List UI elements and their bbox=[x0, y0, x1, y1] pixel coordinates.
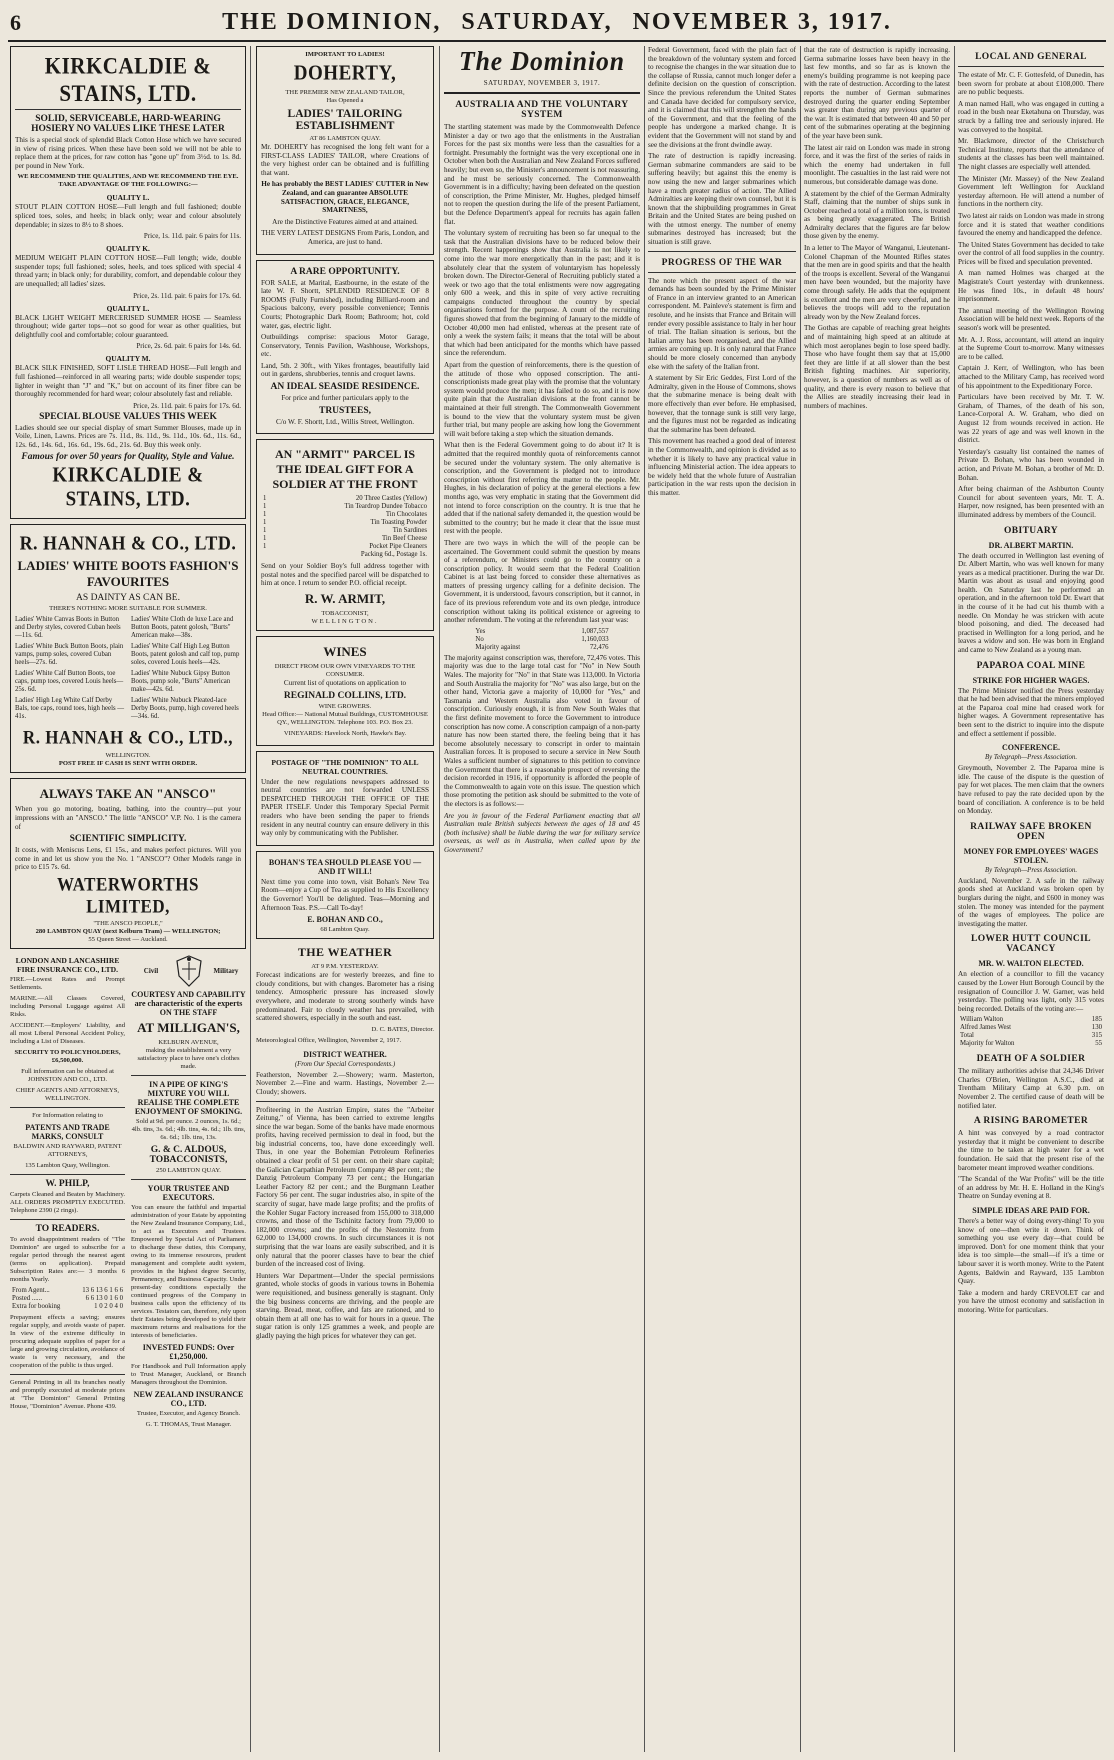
ansco-text2: It costs, with Meniscus Lens, £1 15s., and makes perfect pictures. Will you come in and let us show you the No. 1 "ANSCO"? Other Models range in price to £15 7s. 6d. bbox=[15, 846, 241, 872]
quality-text: BLACK SILK FINISHED, SOFT LISLE THREAD HOSE—Full length and full fashioned—reinforced in all wearing parts; wide double suspender tops; lighter in weight than "J" and "K," but on account of its finer fibre can be thoroughly recommended for hard wear; colour absolutely fast and reliable. bbox=[15, 364, 241, 399]
editorial-paragraph: There are two ways in which the will of the people can be ascertained. The Government could submit the question by means of a referendum, or Ministers could go to the country on a conscription policy. It would seem that the Federal Coalition Cabinet is at last being forced to consider these alternatives as matters of pressing urgency calling for a definite decision. The Government, it is understood, favours conscription, but it cannot, in face of its previous referendum vote and its own pledge, introduce conscription without taking its political existence or agreeing to another referendum. The voting at the referendum last year was: bbox=[444, 538, 640, 625]
kings-mixture-ad: IN A PIPE OF KING'S MIXTURE YOU WILL REALISE THE COMPLETE ENJOYMENT OF SMOKING. bbox=[134, 1080, 243, 1117]
hannah-city: WELLINGTON. bbox=[105, 752, 151, 760]
weather-head: THE WEATHER bbox=[297, 945, 393, 960]
boot-item: Ladies' White Cloth de luxe Lace and Button Boots, patent golosh, "Burts" American make—38s. bbox=[131, 616, 234, 640]
profiteering-text2: Hunters War Department—Under the special permissions granted, whole stocks of goods in various towns in Bohemia were requisitioned, and business generally is stagnant. Only the big business concerns are thriving, and the people are starving. Bread, meat, coffee, and fats are rationed, and to obtain them at all one has to wait for hours in a queue. The sugar ration is only 125 grammes a week, and people are gladly paying the high prices for whatever they can get. bbox=[256, 1271, 434, 1340]
hannah-name: R. HANNAH & CO., LTD. bbox=[19, 532, 237, 555]
election-row: Alfred James West 130 bbox=[960, 1024, 1102, 1032]
article-paragraph: Federal Government, faced with the plain fact of the breakdown of the voluntary system and forced to recognise the changes in the war situation due to the collapse of Russia, cannot much longer defer a definite decision on the question of conscription. Since the previous referendum the United States and Canada have decided for compulsory service, and it is claimed that this will strengthen the hands of the Government, and that the feeling of the people has undergone a marked change. It is evident that the Government will not stand by and see the divisions at the front dwindle away. bbox=[648, 46, 796, 149]
column-editorial bbox=[444, 46, 640, 1752]
patents-head: PATENTS AND TRADE MARKS, CONSULT bbox=[25, 1123, 110, 1142]
waterworths-tagline: "THE ANSCO PEOPLE," bbox=[93, 920, 163, 928]
armit-trade: TOBACCONIST, bbox=[321, 610, 369, 618]
rare-opportunity-ideal: AN IDEAL SEASIDE RESIDENCE. bbox=[270, 382, 420, 393]
milligans-address: KELBURN AVENUE, bbox=[158, 1039, 219, 1047]
quality-text: BLACK LIGHT WEIGHT MERCERISED SUMMER HOSE — Seamless throughout; wide garter tops—not so good for wear as other qualities, but delightfully cool and comfortable; colour guaranteed. bbox=[15, 313, 241, 339]
waterworths-address2: 55 Queen Street — Auckland. bbox=[88, 936, 168, 944]
quality-price: Price, 2s. 11d. pair. 6 pairs for 17s. 6d. bbox=[133, 291, 241, 300]
parcel-contents bbox=[261, 495, 429, 559]
hannah-headline: LADIES' WHITE BOOTS FASHION'S FAVOURITES bbox=[17, 558, 239, 590]
paparoa-head: PAPAROA COAL MINE bbox=[976, 660, 1086, 671]
insurance-line: FIRE.—Lowest Rates and Prompt Settlements. bbox=[10, 976, 125, 992]
editorial-nameplate: The Dominion bbox=[458, 46, 626, 76]
column-war-news bbox=[648, 46, 796, 1752]
wines-firm: REGINALD COLLINS, LTD. bbox=[283, 690, 407, 701]
weather-office: Meteorological Office, Wellington, November 2, 1917. bbox=[256, 1036, 402, 1044]
weather-section bbox=[256, 945, 434, 1340]
readers-head: TO READERS. bbox=[35, 1224, 100, 1235]
nz-insurance-sub: Trustee, Executor, and Agency Branch. bbox=[136, 1410, 241, 1418]
column-rule bbox=[800, 46, 801, 1752]
column-local-news bbox=[958, 46, 1104, 1752]
hannah-footer-name: R. HANNAH & CO., LTD., bbox=[22, 727, 234, 749]
article-paragraph: This movement has reached a good deal of interest in the Commonwealth, and opinion is divided as to whether it is likely to have any practical value in influencing Ministerial action. The idea appears to be widely held that the whole future of Australian participation in the war rests upon the decision in this matter. bbox=[648, 437, 796, 497]
rate-row: From Agent... 13 6 13 6 1 6 6 bbox=[12, 1287, 123, 1295]
lower-hutt-sub: MR. W. WALTON ELECTED. bbox=[978, 959, 1084, 969]
kirkcaldie-name-footer: KIRKCALDIE & STAINS, LTD. bbox=[52, 464, 204, 512]
milligans-name: AT MILLIGAN'S, bbox=[137, 1020, 240, 1036]
railway-text: Auckland, November 2. A safe in the railway goods shed at Auckland was broken open by burglars during the night, and £600 in money was stolen. The money was intended for the payment of the wages of employees. The police are investigating the matter. bbox=[958, 876, 1104, 928]
editorial-paragraph: What then is the Federal Government going to do about it? It is admitted that the required monthly quota of reinforcements cannot be secured under the voluntary system. The only alternative is conscription, and the Government is pledged not to introduce conscription without first referring the matter to the people. Mr. Hughes, in his declaration of policy at the general elections a few months ago, was very emphatic in stating that the Government did not intend to force conscription on the country. It is true that he added that if the national safety demanded it, the question would be submitted to the country; but he made it clear that the issue must rest with the people. bbox=[444, 441, 640, 536]
local-item: The annual meeting of the Wellington Rowing Association will be held next week. Reports of the season's work will be presented. bbox=[958, 306, 1104, 333]
conference-text: Greymouth, November 2. The Paparoa mine is idle. The cause of the dispute is the question of pay for wet places. The men claim that the owners have refused to pay the rate decided upon by the board of conciliation. A conference is to be held on Monday. bbox=[958, 764, 1104, 816]
scandal-text: "The Scandal of the War Profits" will be the title of an address by Mr. H. E. Holland in the King's Theatre on Sunday evening at 8. bbox=[958, 1175, 1104, 1201]
lower-hutt-text: An election of a councillor to fill the vacancy caused by the Lower Hutt Borough Council by the resignation of Councillor J. W. Garner, was held yesterday. The polling was light, only 315 votes being recorded. Details of the voting are:— bbox=[958, 970, 1104, 1013]
masthead-title bbox=[8, 9, 1106, 36]
progress-of-war-head: PROGRESS OF THE WAR bbox=[661, 257, 783, 268]
local-item: Mr. A. J. Ross, accountant, will attend an inquiry at the Supreme Court to-morrow. Many witnesses are to be called. bbox=[958, 335, 1104, 361]
boot-item: Ladies' White Calf High Leg Button Boots, patent golosh and calf top, pump soles, covered Louis heels—42s. bbox=[131, 643, 240, 667]
waterworths-name: WATERWORTHS LIMITED, bbox=[57, 874, 199, 917]
boot-item: Ladies' White Buck Button Boots, plain vamps, pump soles, covered Cuban heels—27s. 6d. bbox=[15, 643, 124, 667]
blouse-head: SPECIAL BLOUSE VALUES THIS WEEK bbox=[39, 411, 217, 422]
bohans-text: Next time you come into town, visit Bohan's New Tea Room—enjoy a Cup of Tea as supplied to His Excellency the Governor! You'll be delighted. Teas—Morning and Afternoon Teas. P.S.—Call To-day! bbox=[261, 877, 429, 912]
bohans-ad bbox=[256, 851, 434, 939]
doherty-name: DOHERTY, bbox=[293, 61, 397, 85]
quality-text: MEDIUM WEIGHT PLAIN COTTON HOSE—Full length; wide, double suspender tops; full fashioned; soles, heels, and toes spliced with special 4 thread yarn; in black only; for durability, comfort, and dependable colour they are unequalled; all ladies' sizes. bbox=[15, 254, 241, 288]
crest-row bbox=[131, 954, 246, 988]
wines-head: WINES bbox=[323, 644, 367, 660]
doherty-tagline: THE PREMIER NEW ZEALAND TAILOR, bbox=[285, 89, 405, 96]
article-paragraph: The latest air raid on London was made in strong force, and it was the first of the series of raids in which the enemy had undertaken in full moonlight. The casualties in the last raid were not numerous, but considerable damage was done. bbox=[804, 143, 950, 186]
milligans-text: making the establishment a very satisfactory place to have one's clothes made. bbox=[137, 1047, 240, 1071]
quality-block bbox=[15, 304, 241, 351]
rare-opportunity-ad bbox=[256, 260, 434, 435]
soldier-head: DEATH OF A SOLDIER bbox=[976, 1054, 1086, 1065]
local-item: After being chairman of the Ashburton County Council for about seventeen years, Mr. T. A. Harper, now resigned, has been presented with an illuminated address by members of the Council. bbox=[958, 485, 1104, 519]
quality-block bbox=[15, 244, 241, 299]
paparoa-text: The Prime Minister notified the Press yesterday that he had been advised that the miners employed at the Paparoa coal mine had ceased work for higher wages. A Government representative has been sent to the district to inquire into the dispute and effect a settlement if possible. bbox=[958, 686, 1104, 738]
philp-name: W. PHILP, bbox=[45, 1179, 90, 1190]
election-results bbox=[958, 1016, 1104, 1048]
hannah-tagline: AS DAINTY AS CAN BE. bbox=[76, 593, 180, 604]
quality-title: QUALITY K. bbox=[106, 244, 150, 254]
wines-sub: DIRECT FROM OUR OWN VINEYARDS TO THE CONSUMER. bbox=[274, 663, 416, 679]
doherty-address: AT 86 LAMBTON QUAY. bbox=[309, 135, 381, 142]
vote-row: Majority against 72,476 bbox=[475, 643, 609, 651]
election-row: Majority for Walton 55 bbox=[960, 1040, 1102, 1048]
kirkcaldie-intro: This is a special stock of splendid Black Cotton Hose which we have secured in view of rising prices. When these have been sold we will not be able to replace them at the prices, for raw cotton has "gone up" from 3½d. to 1s. 8d. per pound in New York. bbox=[15, 136, 241, 170]
armit-ad bbox=[256, 439, 434, 631]
parcel-item: 1 Tin Beef Cheese bbox=[263, 535, 427, 543]
boot-item: Ladies' White Nubuck Gipsy Button Boots, pump sole, "Burts" American make—42s. 6d. bbox=[131, 670, 231, 694]
parcel-item: 1 Tin Teardrop Dundee Tobacco bbox=[263, 503, 427, 511]
doherty-text2: He has probably the BEST LADIES' CUTTER in New Zealand, and can guarantee ABSOLUTE SATISFACTION, GRACE, ELEGANCE, SMARTNESS, bbox=[261, 180, 429, 215]
election-row: William Walton 185 bbox=[960, 1016, 1102, 1024]
article-paragraph: A statement by Sir Eric Geddes, First Lord of the Admiralty, given in the House of Commons, shows that the submarine menace is being dealt with more effectively than ever before. He emphasised, however, that the tonnage sunk is still very large, and the figures must not be regarded as indicating that the submarine has been defeated. bbox=[648, 374, 796, 434]
soldier-text: The military authorities advise that 24,346 Driver Charles O'Brien, Wellington A.S.C., died at Trentham Military Camp at 6.30 p.m. on November 2. The certified cause of death will be notified later. bbox=[958, 1067, 1104, 1110]
local-item: Particulars have been received by Mr. T. W. Graham, of Thames, of the death of his son, Lance-Corporal A. W. Graham, who died on August 12 from wounds received in action. He was 22 years of age and was well known in the district. bbox=[958, 393, 1104, 445]
editorial-dateline: SATURDAY, NOVEMBER 3, 1917. bbox=[483, 79, 601, 87]
lower-hutt-head: LOWER HUTT COUNCIL VACANCY bbox=[971, 934, 1091, 955]
obituary-head: OBITUARY bbox=[1003, 525, 1059, 536]
rare-opportunity-trustees: TRUSTEES, bbox=[318, 405, 371, 416]
local-item: Captain J. Kerr, of Wellington, who has been attached to the Military Camp, has received word of his appointment to the Expeditionary Force. bbox=[958, 364, 1104, 390]
obituary-text: The death occurred in Wellington last evening of Dr. Albert Martin, who was well known for many years as a medical practitioner. During the war Dr. Martin was about as usual and enjoying good health. On Saturday last he performed an operation, and in the afternoon told Dr. Ewart that in the course of it he had cut his thumb with a needle. On Monday he was stricken with acute blood poisoning, and died. The deceased had practised in Wellington for a long period, and he leaves a widow and son. He was born in England and came to New Zealand as a young man. bbox=[958, 551, 1104, 655]
doherty-text3: Are the Distinctive Features aimed at and attained. bbox=[272, 217, 418, 226]
editorial-paragraph: Apart from the question of reinforcements, there is the question of the attitude of those who opposed conscription. The anti-conscriptionists made great play with the promise that the voluntary system would produce the men; it has failed to do so, and it is now quite plain that the Australian divisions at the front cannot be maintained at their full strength. The Commonwealth Government is bound to the view that the voluntary system must be given further trial, but many people are asking how long the Government will wait before taking a step which the situation demands. bbox=[444, 361, 640, 438]
local-item: A man named Hall, who was engaged in cutting a road in the bush near Eketahuna on Thursday, was struck by a falling tree and seriously injured. He was conveyed to the hospital. bbox=[958, 99, 1104, 134]
column-rule bbox=[250, 46, 251, 1752]
kirkcaldie-recommend: WE RECOMMEND THE QUALITIES, AND WE RECOMMEND THE EYE. TAKE ADVANTAGE OF THE FOLLOWING:— bbox=[17, 173, 239, 189]
hannah-tagline2: THERE'S NOTHING MORE SUITABLE FOR SUMMER. bbox=[49, 605, 207, 613]
crevolet-text: Take a modern and hardy CREVOLET car and you have the utmost economy and satisfaction in motoring. Write for particulars. bbox=[958, 1288, 1104, 1314]
referendum-vote-table bbox=[473, 628, 610, 652]
ansco-headline: ALWAYS TAKE AN "ANSCO" bbox=[39, 786, 217, 802]
editorial-paragraph: The voluntary system of recruiting has been so far unequal to the task that the Australian divisions have to be reduced below their strength. Recent happenings show that Australia is not likely to come into the war more energetically than in the past; and it is absolutely clear that the system of voluntaryism has hopelessly broken down. The Director-General of Recruiting publicly stated a week or two ago that the total enlistments were now aggregating only 600 a week, and this in spite of very active recruiting campaigns conducted throughout the country by special organisations formed for the purpose. A count of the recruiting figures showed that from the beginning of January to the middle of October 40,000 men had enlisted, whereas at the present rate of only a week the system fails; it means that the total will be about that which had been anticipated for the months which have passed since the referendum. bbox=[444, 229, 640, 358]
boot-item: Ladies' White Nubuck Pleated-lace Derby Boots, pump, high covered heels—34s. 6d. bbox=[131, 697, 239, 721]
wines-text: Current list of quotations on application to bbox=[283, 679, 407, 688]
insurance-agents: CHIEF AGENTS AND ATTORNEYS, WELLINGTON. bbox=[15, 1087, 120, 1103]
patents-lead: For Information relating to bbox=[32, 1112, 103, 1120]
vote-row: No 1,160,033 bbox=[475, 635, 609, 643]
boot-item: Ladies' White Canvas Boots in Button and Derby styles, covered Cuban heels—11s. 6d. bbox=[15, 616, 121, 640]
insurance-security: SECURITY TO POLICYHOLDERS, £6,500,000. bbox=[14, 1049, 121, 1065]
patents-address: 135 Lambton Quay, Wellington. bbox=[25, 1162, 110, 1170]
postage-notice bbox=[256, 751, 434, 846]
column-ads-left bbox=[10, 46, 246, 1752]
crest-left-label: Civil bbox=[143, 967, 159, 976]
nz-insurance-manager: G. T. THOMAS, Trust Manager. bbox=[145, 1421, 232, 1429]
page-number: 6 bbox=[10, 10, 21, 35]
kirkcaldie-name: KIRKCALDIE & STAINS, LTD. bbox=[44, 52, 212, 107]
royal-crest-icon bbox=[174, 954, 204, 988]
local-item: Mr. Blackmore, director of the Christchurch Technical Institute, reports that the attendance of students at the classes has been well maintained. The night classes are especially well attended. bbox=[958, 137, 1104, 171]
philp-text: Carpets Cleaned and Beaten by Machinery. ALL ORDERS PROMPTLY EXECUTED. Telephone 2390 (2 rings). bbox=[10, 1191, 125, 1215]
district-weather-head: DISTRICT WEATHER. bbox=[303, 1049, 387, 1059]
doherty-opened: Has Opened a bbox=[326, 97, 364, 104]
vote-row: Yes 1,087,557 bbox=[475, 627, 609, 635]
ansco-simplicity: SCIENTIFIC SIMPLICITY. bbox=[69, 834, 187, 845]
masthead-day: SATURDAY, bbox=[461, 9, 613, 35]
kings-mixture-prices: Sold at 9d. per ounce. 2 ounces, 1s. 6d.; 4lb. tins, 3s. 6d.; 4lb. tins, 4s. 6d.; 1lb. tins, 6s. 6d.; 1lb. tins, 13s. bbox=[131, 1118, 246, 1142]
rare-opportunity-text3: Land, 5th. 2 30ft., with Yikes frontages, beautifully laid out in gardens, shrubberies, tennis and croquet lawns. bbox=[261, 361, 429, 379]
quality-title: QUALITY M. bbox=[105, 354, 151, 364]
wines-vineyards: VINEYARDS: Havelock North, Hawke's Bay. bbox=[283, 729, 407, 737]
parcel-item: 1 Pocket Pipe Cleaners bbox=[263, 543, 427, 551]
wines-firm2: WINE GROWERS. bbox=[318, 702, 372, 710]
conference-byline: By Telegraph—Press Association. bbox=[984, 754, 1078, 762]
masthead bbox=[8, 8, 1106, 42]
column-rule bbox=[439, 46, 440, 1752]
article-paragraph: In a letter to The Mayor of Wanganui, Lieutenant-Colonel Chapman of the Mounted Rifles states that the men are in good spirits and that the health of the troops is excellent. Several of the Wanganui men have been wounded, but the majority have come through safely. He adds that the equipment is excellent and the men are very cheerful, and he believes the troops will add to the reputation already won by the New Zealand forces. bbox=[804, 244, 950, 321]
barometer-head: A RISING BAROMETER bbox=[973, 1116, 1089, 1127]
aldous-address: 250 LAMBTON QUAY. bbox=[156, 1167, 221, 1175]
wines-office: Head Office:— National Mutual Buildings, CUSTOMHOUSE QY., WELLINGTON. Telephone 103. P.O. Box 23. bbox=[262, 710, 428, 726]
trustees-funds: INVESTED FUNDS: Over £1,250,000. bbox=[142, 1343, 235, 1362]
patents-firm: BALDWIN AND RAYWARD, PATENT ATTORNEYS, bbox=[13, 1143, 122, 1159]
parcel-item: Packing 6d., Postage 1s. bbox=[360, 551, 427, 559]
quality-price: Price, 1s. 11d. pair. 6 pairs for 11s. bbox=[143, 232, 241, 241]
local-general-head: LOCAL AND GENERAL bbox=[975, 52, 1087, 62]
doherty-text4: THE VERY LATEST DESIGNS From Paris, London, and America, are just to hand. bbox=[261, 229, 429, 246]
hannah-ad bbox=[10, 524, 246, 773]
trustees-head: YOUR TRUSTEE AND EXECUTORS. bbox=[147, 1184, 230, 1203]
local-item: The estate of Mr. C. F. Gottesfeld, of Dunedin, has been sworn for probate at about £108,000. There are no public bequests. bbox=[958, 71, 1104, 97]
bohans-address: 68 Lambton Quay. bbox=[320, 926, 370, 934]
profiteering-text: Profiteering in the Austrian Empire, states the "Arbeiter Zeitung," of Vienna, has been carried to extreme lengths since the war began. Some of the banks have made enormous profits, having received permission to deal in food, but the big industrial concerns, too, have done exceedingly well. Thus, in one year the Bohemian Petroleum Refineries obtained a clear profit of 51 per cent. on their share capital; the Galician Carpathian Petroleum Company 48 per cent.; the Danzig Petroleum Company 73 per cent.; the Hungarian Leather Factory 82 per cent.; and the Burgmann Leather Factory 56 per cent. The sugar industries also, in spite of the scarcity of sugar, have made large profits; and the profits of the Kohler Sugar Factory increased from 155,000 to 318,000 crowns, and those of the Tschinitz factory from 79,000 to 182,000 crowns; and the profits of the Nestomitz from 62,000 to 134,000 crowns. In such circumstances it is not surprising that the war loans are easily subscribed, and it is only natural that the poorer classes have to bear the chief burden of the increased cost of living. bbox=[256, 1105, 434, 1269]
editorial-paragraph: The majority against conscription was, therefore, 72,476 votes. This majority was due to the large total cast for "No" in New South Wales. The majority for "No" in that State was 113,000. In Victoria and South Australia the majority for "No" was also large, but on the other hand, Victoria gave a majority of 10,000 for "Yes," and Tasmania and Western Australia also voted in favour of conscription. Curiously enough, it is from New South Wales that the first definite movement to force the Government to introduce conscription has now come. A conscription campaign of a non-party nature has now been started there, the feeling being that it has become absolutely necessary to conscript in order to maintain Australian forces. It is proposed to secure a service in New South Wales a sufficient number of signatures to this petition to convince the Government that there is a reasonable prospect of reversing the decision recorded in 1916, if opportunity is afforded the people of the Commonwealth to again vote on this issue. The question which those promoting the petition ask should be submitted to the vote of the electors is as follows:— bbox=[444, 653, 640, 808]
district-weather-sub: (From Our Special Correspondents.) bbox=[294, 1060, 396, 1068]
quality-price: Price, 2s. 6d. pair. 6 pairs for 14s. 6d. bbox=[136, 342, 241, 351]
railway-head: RAILWAY SAFE BROKEN OPEN bbox=[970, 821, 1092, 842]
rare-opportunity-text2: Outbuildings comprise: spacious Motor Garage, Conservatory, Tennis Pavilion, Washhouse, Workshops, etc. bbox=[261, 333, 429, 359]
bohans-firm: E. BOHAN AND CO., bbox=[307, 915, 383, 925]
article-paragraph: The rate of destruction is rapidly increasing. German submarine commanders are said to be suffering heavily; but against this the enemy is now using the new and larger submarines which have a much greater radius of action. The Allied Admiralties are keeping their own counsel, but it is known that the shipbuilding programmes in Great Britain and the United States are being pushed on with the utmost energy. The number of enemy submarines destroyed has increased; but the situation is still grave. bbox=[648, 152, 796, 247]
local-item: The United States Government has decided to take over the control of all food supplies in the country. Prices will be fixed and speculation prevented. bbox=[958, 240, 1104, 266]
readers-text2: Prepayment effects a saving; ensures regular supply, and avoids waste of paper. In view of the extreme difficulty in procuring adequate supplies of paper for a large and growing circulation, avoidance of waste is very necessary, and the cooperation of the public is thus urged. bbox=[10, 1314, 125, 1370]
paper-name: THE DOMINION, bbox=[222, 9, 442, 35]
article-paragraph: A statement by the chief of the German Admiralty Staff, claiming that the number of ships sunk in October reached a total of a million tons, is treated as being greatly exaggerated. The British Admiralty declares that the figures are far below those given by the enemy. bbox=[804, 189, 950, 241]
masthead-date: NOVEMBER 3, 1917. bbox=[632, 9, 892, 35]
district-weather-text: Featherston, November 2.—Showery; warm. Masterton, November 2.—Fine and warm. Hastings, November 2.—Cloudy; showers. bbox=[256, 1070, 434, 1096]
column-rule bbox=[644, 46, 645, 1752]
obituary-sub: DR. ALBERT MARTIN. bbox=[988, 540, 1074, 550]
quality-text: STOUT PLAIN COTTON HOSE—Full length and full fashioned; double spliced toes, soles, and heels; in black only; wear and colour absolutely dependable; in sizes to 8½ to 8 shoes. bbox=[15, 203, 241, 229]
local-item: A man named Holmes was charged at the Magistrate's Court yesterday with drunkenness. He was fined 10s., in default 48 hours' imprisonment. bbox=[958, 269, 1104, 304]
weather-text: Forecast indications are for westerly breezes, and fine to cloudy conditions, but with changes. Barometer has a rising tendency. Atmospheric pressure has increased slowly everywhere, and moderate to strong southerly winds have predominated. Fair to cloudy weather has prevailed, with scattered showers, especially in the south and east. bbox=[256, 971, 434, 1023]
doherty-text: Mr. DOHERTY has recognised the long felt want for a FIRST-CLASS LADIES' TAILOR, where Creations of the very highest order can be obtained and is fulfilling that want. bbox=[261, 143, 429, 177]
parcel-item: 1 20 Three Castles (Yellow) bbox=[263, 495, 427, 503]
rates-table bbox=[10, 1287, 125, 1311]
editorial-paragraph: The startling statement was made by the Commonwealth Defence Minister a day or two ago that the enlistments in the Australian Forces for the past six months were less than the casualties for a fortnight. Presumably the fortnight was the very exceptional one in October when both the Australian and New Zealand Forces suffered heavily; but even so, the Minister's announcement is not reassuring, and he must be seriously concerned. The Commonwealth Government is in a difficulty; having been defeated on the question of conscription, the Prime Minister, Mr. Hughes, pledged himself not to reopen the question during the life of the present Parliament, but the Defence Department's appeal for recruits has again fallen flat. bbox=[444, 123, 640, 226]
armit-name: R. W. ARMIT, bbox=[304, 591, 386, 607]
aldous-firm: G. & C. ALDOUS, TOBACCONISTS, bbox=[149, 1145, 228, 1166]
weather-signed: D. C. BATES, Director. bbox=[371, 1025, 434, 1033]
editorial-question: Are you in favour of the Federal Parliament enacting that all Australian male British subjects between the ages of 18 and 45 (both inclusive) shall be liable during the war for military service overseas, as well as in Australia, when called upon by the Government? bbox=[444, 811, 640, 854]
simple-ideas-text: There's a better way of doing every-thing! To you know of one—then write it down. Think of something you use every day—that could be improved. Don't for one moment think that your idea is too simple—the small—if it's a time or labour saver it is worth money. Write to the Patent Agents, Baldwin and Rayward, 135 Lambton Quay. bbox=[958, 1217, 1104, 1286]
local-item: Yesterday's casualty list contained the names of Private D. Bohan, who has been wounded in action, and Private M. Bohan, a brother of Mr. D. Bohan. bbox=[958, 447, 1104, 482]
nz-insurance-name: NEW ZEALAND INSURANCE CO., LTD. bbox=[133, 1390, 244, 1409]
trustees-text: You can ensure the faithful and impartial administration of your Estate by appointing the New Zealand Insurance Company, Ltd., to act as Executors and Trustees. Empowered by Special Act of Parliament to discharge these duties, this Company, owing to its immense resources, prudent management and complete audit system, provides in the highest degree Security, Permanency, and Business Capacity. Under present-day conditions especially the continued progress of the Company in business calls upon the efficiency of its services. Testators can, therefore, rely upon their Estates being developed to yield their maximum returns and realisations for the interests of beneficiaries. bbox=[131, 1204, 246, 1340]
rare-opportunity-trustees-address: C/o W. F. Shortt, Ltd., Willis Street, Wellington. bbox=[275, 417, 415, 426]
boot-item: Ladies' High Leg White Calf Derby Bals, toe caps, round toes, high heels —41s. bbox=[15, 697, 125, 721]
parcel-item: 1 Tin Toasting Powder bbox=[263, 519, 427, 527]
ansco-ad bbox=[10, 778, 246, 949]
local-item: Two latest air raids on London was made in strong force and it is stated that weather conditions favoured the enemy and handicapped the defence. bbox=[958, 211, 1104, 238]
column-war-news-continued bbox=[804, 46, 950, 1752]
railway-byline: By Telegraph—Press Association. bbox=[984, 866, 1078, 874]
kirkcaldie-ad bbox=[10, 46, 246, 519]
paparoa-sub: STRIKE FOR HIGHER WAGES. bbox=[972, 675, 1090, 685]
wines-ad bbox=[256, 636, 434, 746]
column-rule bbox=[954, 46, 955, 1752]
quality-block bbox=[15, 354, 241, 409]
quality-price: Price, 2s. 11d. pair. 6 pairs for 17s. 6d. bbox=[133, 401, 241, 410]
bohans-head: BOHAN'S TEA SHOULD PLEASE YOU —AND IT WILL! bbox=[268, 857, 422, 876]
local-item: The Minister (Mr. Massey) of the New Zealand Government left Wellington for Auckland yesterday afternoon. He will attend a number of functions in the northern city. bbox=[958, 174, 1104, 209]
trustees-info: For Handbook and Full Information apply to Trust Manager, Auckland, or Branch Managers throughout the Dominion. bbox=[131, 1363, 246, 1387]
column-ads-middle bbox=[256, 46, 434, 1752]
rate-row: Posted ...... 6 6 13 0 1 6 0 bbox=[12, 1295, 123, 1303]
insurance-line: MARINE.—All Classes Covered, including Personal Luggage against All Risks. bbox=[10, 995, 125, 1019]
barometer-text: A hint was conveyed by a road contractor yesterday that it might be convenient to describe the time to be taken at high water for a wet foundation. He said that the present rise of the barometer meant improved weather conditions. bbox=[958, 1129, 1104, 1172]
rate-row: Extra for booking 1 0 2 0 4 0 bbox=[12, 1303, 123, 1311]
railway-sub: MONEY FOR EMPLOYEES' WAGES STOLEN. bbox=[963, 846, 1099, 865]
crest-right-label: Military bbox=[213, 967, 239, 976]
blouse-text: Ladies should see our special display of smart Summer Blouses, made up in Voile, Linen, Lawns. Prices are 7s. 11d., 8s. 11d., 9s. 11d., 10s. 6d., 11s. 6d., 12s. 6d., 14s. 6d., 16s. 6d., 19s. 6d., 21s. 6d. Buy this week only. bbox=[15, 423, 241, 449]
postage-head: POSTAGE OF "THE DOMINION" TO ALL NEUTRAL COUNTRIES. bbox=[271, 757, 419, 776]
general-printing: General Printing in all its branches neatly and promptly executed at moderate prices at "The Dominion" General Printing House, "Dominion" Avenue. Phone 439. bbox=[10, 1379, 125, 1411]
rare-opportunity-apply: For price and further particulars apply to the bbox=[281, 394, 409, 403]
kirkcaldie-famous: Famous for over 50 years for Quality, Style and Value. bbox=[21, 452, 235, 463]
insurance-info: Full information can be obtained at JOHNSTON AND CO., LTD. bbox=[21, 1068, 114, 1084]
doherty-notice: IMPORTANT TO LADIES! bbox=[305, 51, 385, 58]
readers-text: To avoid disappointment readers of "The Dominion" are urged to subscribe for a regular period through the nearest agent (terms on application). Prepaid Subscription Rates are:— 3 months 6 months Yearly. bbox=[10, 1236, 125, 1284]
quality-title: QUALITY L. bbox=[106, 303, 150, 313]
quality-title: QUALITY L. bbox=[106, 193, 150, 203]
doherty-headline: LADIES' TAILORING ESTABLISHMENT bbox=[287, 108, 403, 132]
kirkcaldie-headline: SOLID, SERVICEABLE, HARD-WEARING HOSIERY NO VALUES LIKE THESE LATER bbox=[31, 114, 225, 134]
weather-time: AT 9 P.M. YESTERDAY. bbox=[311, 963, 379, 971]
article-paragraph: The Gothas are capable of reaching great heights and of maintaining high speed at an altitude at which most aeroplanes begin to lose speed badly. Those who have fought them say that at 15,000 feet they are little if at all slower than the best British fighting machines. Air superiority, however, is a question of numbers as well as of quality, and there is every reason to believe that the Allies are steadily increasing their lead in numbers of machines. bbox=[804, 324, 950, 410]
postage-text: Under the new regulations newspapers addressed to neutral countries are not forwarded UNLESS DESPATCHED THROUGH THE OFFICE OF THE PAPER ITSELF. Under this Temporary Special Permit readers who have been sending the paper to friends resident in any neutral country can ensure delivery in this way only by communicating with the Publisher. bbox=[261, 777, 429, 838]
boot-item: Ladies' White Calf Button Boots, toe caps, pump toes, covered Louis heels—25s. 6d. bbox=[15, 670, 124, 694]
armit-city: WELLINGTON. bbox=[311, 618, 379, 626]
rare-opportunity-text: FOR SALE, at Marital, Eastbourne, in the estate of the late W. F. Shortt, SPLENDID RESIDENCE OF 8 ROOMS (Fully Furnished), including Billiard-room and Spacious balcony, every possible convenience; Tennis Courts; Photographic Dark Room; Bathroom; hot, cold water, gas, electric light. bbox=[261, 278, 429, 330]
lower-ads-left bbox=[10, 954, 246, 1432]
article-paragraph: The note which the present aspect of the war demands has been sounded by the Prime Minister of France in an interview granted to an American correspondent. M. Painleve's statement is firm and resolute, and he insists that France and Britain will render every possible assistance to Italy in her hour of trial. The Italian situation is serious, but the Italian army has been reorganised, and the Allied armies are coming up. It is only natural that France should be more closely concerned than anybody else with the safety of the Italian front. bbox=[648, 276, 796, 371]
editorial-head: AUSTRALIA AND THE VOLUNTARY SYSTEM bbox=[455, 100, 629, 120]
parcel-item: 1 Tin Sardines bbox=[263, 527, 427, 535]
article-paragraph: that the rate of destruction is rapidly increasing. Germa submarine losses have been heavy in the last few months, and so far as is known the enemy's building programme is not keeping pace with the rate of destruction. According to the latest reports the number of German submarines destroyed during the quarter ending September was greater than during any previous quarter of the war. It is estimated that between 40 and 50 per cent of the submarines operating at the beginning of the year have been sunk. bbox=[804, 46, 950, 140]
election-row: Total 315 bbox=[960, 1032, 1102, 1040]
ansco-text: When you go motoring, boating, bathing, into the country—put your impressions with an "ANSCO." The little "ANSCO" V.P. No. 1 is the camera of bbox=[15, 805, 241, 831]
doherty-ad bbox=[256, 46, 434, 255]
waterworths-address: 280 LAMBTON QUAY (next Kelburn Tram) — WELLINGTON; bbox=[35, 928, 221, 936]
milligans-head: COURTESY AND CAPABILITY are characteristic of the experts ON THE STAFF bbox=[131, 990, 246, 1018]
armit-text: Send on your Soldier Boy's full address together with postal notes and the specified parcel will be dispatched to him at once. I return to sender P.O. official receipt. bbox=[261, 562, 429, 588]
parcel-item: 1 Tin Chocolates bbox=[263, 511, 427, 519]
london-lancashire-name: LONDON AND LANCASHIRE FIRE INSURANCE CO., LTD. bbox=[15, 956, 120, 975]
insurance-line: ACCIDENT.—Employers' Liability, and all most Liberal Personal Accident Policy, including a List of Diseases. bbox=[10, 1022, 125, 1046]
conference-head: CONFERENCE. bbox=[1001, 743, 1060, 753]
simple-ideas-head: SIMPLE IDEAS ARE PAID FOR. bbox=[972, 1206, 1090, 1215]
rare-opportunity-head: A RARE OPPORTUNITY. bbox=[290, 266, 400, 277]
quality-block bbox=[15, 193, 241, 240]
armit-headline: AN "ARMIT" PARCEL IS THE IDEAL GIFT FOR A SOLDIER AT THE FRONT bbox=[272, 447, 418, 492]
hannah-post-free: POST FREE IF CASH IS SENT WITH ORDER. bbox=[58, 760, 198, 768]
